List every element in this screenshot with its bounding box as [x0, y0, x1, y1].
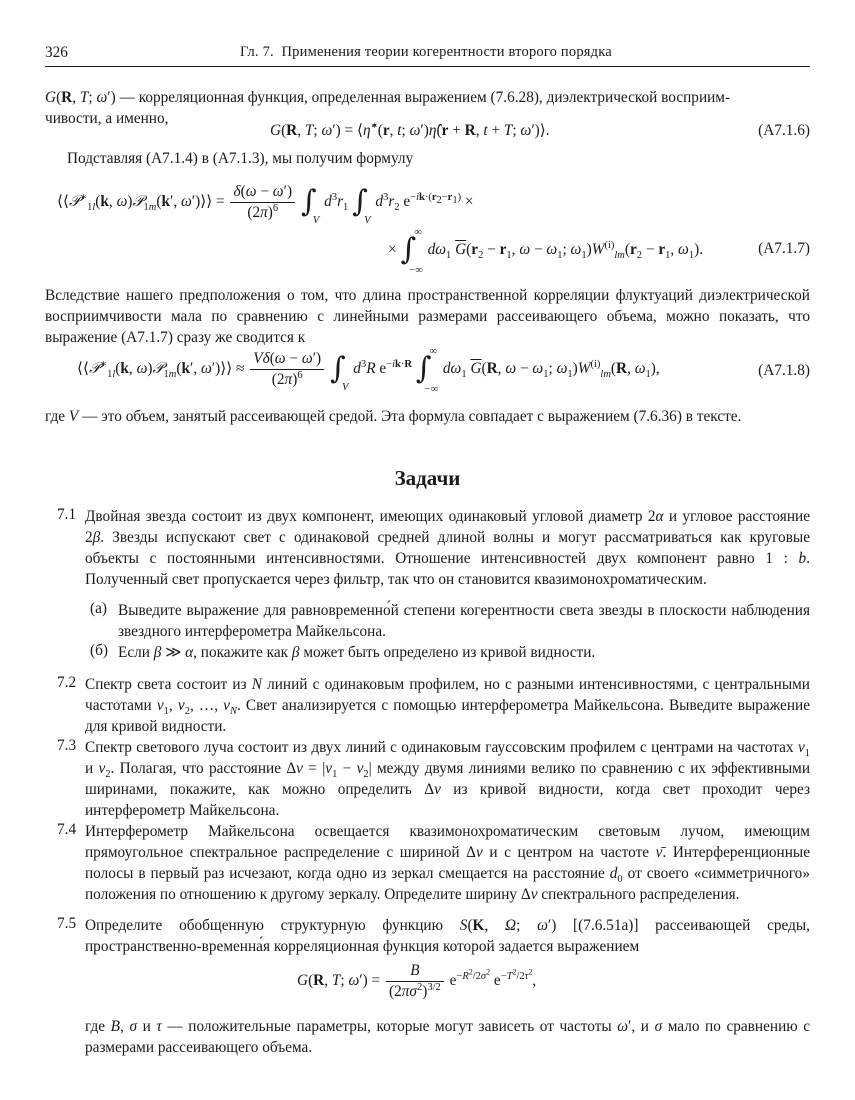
section-title: Задачи — [394, 466, 461, 490]
problem-7-1-p1: Двойная звезда состоит из двух компонент, имеющих одинаковый угловой диаметр — [85, 508, 643, 525]
header-rule — [45, 66, 810, 67]
para-4-a: где — [45, 408, 66, 425]
running-title: Гл. 7. Применения теории когерентности второго порядка — [240, 44, 612, 60]
problem-7-3-p5: из кривой видности, когда свет проходит через интерферометр Майкельсона. — [85, 781, 810, 819]
problem-7-3-number: 7.3 — [57, 737, 77, 754]
problem-7-3-text: Спектр светового луча состоит из двух линий с одинаковым гауссовским профилем с центрами на частотах $\nu_1$ и $\nu_2$. Полагая, что расстояние $\Delta\nu = |\nu_1 - \nu_2|$ между двумя линиями велико по сравнению с их эффективными ширинами, покажите, как можно определить Δν из кривой видности, когда свет проходит через интерферометр Майкельсона. — [85, 739, 811, 819]
problem-7-5-p2: [(7.6.51а)] рассеивающей среды, пространственно-временна́я корреляционная функция которой задается выражением — [85, 917, 810, 955]
appendix-para-2: Подставляя (A7.1.4) в (A7.1.3), мы получим формулу — [67, 150, 414, 167]
problem-7-4-p1: Интерферометр Майкельсона освещается квазимонохроматическим световым лучом, имеющим прямоугольное спектральное распределение с шириной — [85, 823, 810, 861]
equation-a716-number: (A7.1.6) — [758, 122, 810, 139]
equation-a718: ⟨⟨𝒫∗$_{1l}$(k, ω)𝒫$_{1m}$(k′, ω′)⟩⟩ ≈ $\frac{V\delta(\omega - \omega')}{(2\pi)^6}$ ∫ V $d^3R$ $e^{-ik\cdot R}$ ∫ ∞ −∞ $d\omega_1$ $\overline{G}(R$, $\omega - \omega_1$; $\omega_1)W^{(i)}_{lm}(R$, $\omega_1$), — [77, 346, 660, 395]
problem-7-5-p5: , и — [631, 1018, 649, 1035]
problem-7-1-text: Двойная звезда состоит из двух компонент, имеющих одинаковый угловой диаметр 2α и угловое расстояние 2β. Звезды испускают свет с одинаковой средней длиной волны и могут рассматриваться как круговые объекты с постоянными интенсивностями. Отношение интенсивностей двух компонент равно 1 : b. Полученный свет пропускается через фильтр, так что он становится квазимонохроматическим. — [85, 508, 811, 588]
problem-7-5-p1: Определите обобщенную структурную функцию — [85, 917, 444, 934]
problem-7-2-number: 7.2 — [57, 674, 77, 691]
problem-7-1-sub-b-2: , покажите как — [193, 644, 289, 661]
problem-7-1-sub-a: Выведите выражение для равновременно́й степени когерентности света звезды в плоскости наблюдения звездного интерферометра Майкельсона. — [118, 602, 810, 640]
para-4-b: — это объем, занятый рассеивающей средой. Эта формула совпадает с выражением (7.6.36) в тексте. — [82, 408, 742, 425]
problem-7-5-p3: где — [85, 1018, 106, 1035]
equation-problem-7-5: G(R, T; ω′) = $\frac{B}{(2\pi\sigma^2)^{3/2}}$ $e^{-R^2/2\sigma^2}$ $e^{-T^2/2\tau^2}$, — [297, 962, 537, 1000]
math-G-def: G(R, T; ω′) — [45, 89, 116, 106]
problem-7-1-sub-b: Если β ≫ α, покажите как β может быть определено из кривой видности. — [118, 644, 596, 661]
equation-a717-number: (A7.1.7) — [758, 240, 810, 257]
problem-7-4-p3: . Интерференционные полосы в первый раз исчезают, когда одно из зеркал смещается на расстояние — [85, 844, 810, 882]
equation-a717-line1: ⟨⟨𝒫∗$_{1l}$(k, ω)𝒫$_{1m}$(k′, ω′)⟩⟩ = $\frac{\delta(\omega - \omega')}{(2\pi)^6}$ ∫ V $d^3r_1$ ∫ V $d^3r_2$ $e^{-ik\cdot(r_2-r_1)}$ × — [57, 183, 474, 226]
equation-a718-number: (A7.1.8) — [758, 362, 810, 379]
problem-7-2-p3: . Свет анализируется с помощью интерферометра Майкельсона. Выведите выражение для кривой видности. — [85, 697, 810, 735]
problem-7-5-number: 7.5 — [57, 915, 77, 932]
problem-7-4-text: Интерферометр Майкельсона освещается квазимонохроматическим световым лучом, имеющим прямоугольное спектральное распределение с шириной Δν и с центром на частоте ν̄. Интерференционные полосы в первый раз исчезают, когда одно из зеркал смещается на расстояние $d_0$ от своего «симметричного» положения по отношению к другому зеркалу. Определите ширину Δν спектрального распределения. — [85, 823, 810, 903]
problem-7-2-p1: Спектр света состоит из — [85, 676, 247, 693]
problem-7-4-p5: спектрального распределения. — [541, 886, 740, 903]
problem-7-5-and: и — [142, 1018, 151, 1035]
appendix-para-1-cont: чивости, а именно, — [45, 110, 169, 127]
problem-7-3-p1: Спектр светового луча состоит из двух линий с одинаковым гауссовским профилем с центрами на частотах — [85, 739, 794, 756]
appendix-para-4: где V — это объем, занятый рассеивающей средой. Эта формула совпадает с выражением (7.6.36) в тексте. — [45, 408, 742, 425]
problem-7-1-sub-b-1: Если — [118, 644, 150, 661]
problem-7-1-sub-a-label: (а) — [90, 600, 107, 617]
problem-7-1-p2: и угловое расстояние — [668, 508, 810, 525]
equation-a717-line2: × ∫ ∞ −∞ $d\omega_1$ $\overline{G}(r_2 - r_1$, $\omega - \omega_1$; $\omega_1)W^{(i)}_{lm}(r_2 - r_1$, $\omega_1$). — [388, 227, 704, 276]
problem-7-4-number: 7.4 — [57, 821, 77, 838]
problem-7-1-p4: . Полученный свет пропускается через фильтр, так что он становится квазимонохроматическим. — [85, 550, 811, 588]
problem-7-3-p4: между двумя линиями велико по сравнению с их эффективными ширинами, покажите, как можно определить — [85, 760, 811, 798]
problem-7-3-p3: . Полагая, что расстояние — [110, 760, 282, 777]
problem-7-5-p4: — положительные параметры, которые могут зависеть от частоты — [167, 1018, 612, 1035]
problem-7-5-p6: мало по сравнению с размерами рассеивающего объема. — [85, 1018, 811, 1056]
problem-7-5-text-cont: где B, σ и τ — положительные параметры, которые могут зависеть от частоты ω′, и σ мало по сравнению с размерами рассеивающего объема. — [85, 1018, 811, 1056]
problem-7-1-sub-b-3: может быть определено из кривой видности. — [303, 644, 596, 661]
equation-a716: G(R, T; ω′) = ⟨η̂∗(r, t; ω′)η̂(r + R, t + T; ω′)⟩. — [270, 120, 550, 139]
problem-7-5-text: Определите обобщенную структурную функцию S(K, Ω; ω′) [(7.6.51а)] рассеивающей среды, пространственно-временна́я корреляционная функция которой задается выражением — [85, 917, 810, 955]
problem-7-3-p2: и — [85, 760, 94, 777]
problem-7-1-number: 7.1 — [57, 506, 77, 523]
problem-7-2-text: Спектр света состоит из N линий с одинаковым профилем, но с разными интенсивностями, с центральными частотами $\nu_1$, $\nu_2$, …, $\nu_N$. Свет анализируется с помощью интерферометра Майкельсона. Выведите выражение для кривой видности. — [85, 676, 810, 735]
problem-7-4-p4: от своего «симметричного» положения по отношению к другому зеркалу. Определите ширину — [85, 865, 810, 903]
appendix-para-3: Вследствие нашего предположения о том, что длина пространственной корреляции флуктуаций диэлектрической восприимчивости мала по сравнению с линейными размерами рассеивающего объема, можно показать, что выражение (A7.1.7) сразу же сводится к — [45, 287, 810, 346]
page — [45, 0, 810, 1100]
problem-7-1-ratio: 1 : — [765, 550, 799, 567]
page-number: 326 — [45, 44, 68, 61]
appendix-para-1-text: — корреляционная функция, определенная выражением (7.6.28), диэлектрической восприим- — [119, 89, 731, 106]
problem-7-2-p2: линий с одинаковым профилем, но с разными интенсивностями, с центральными частотами — [85, 676, 810, 714]
problem-7-4-p2: и с центром на частоте — [489, 844, 650, 861]
problem-7-1-p3: . Звезды испускают свет с одинаковой средней длиной волны и могут рассматриваться как круговые объекты с постоянными интенсивностями. Отношение интенсивностей двух компонент равно — [85, 529, 810, 567]
problem-7-1-sub-b-label: (б) — [90, 642, 108, 659]
